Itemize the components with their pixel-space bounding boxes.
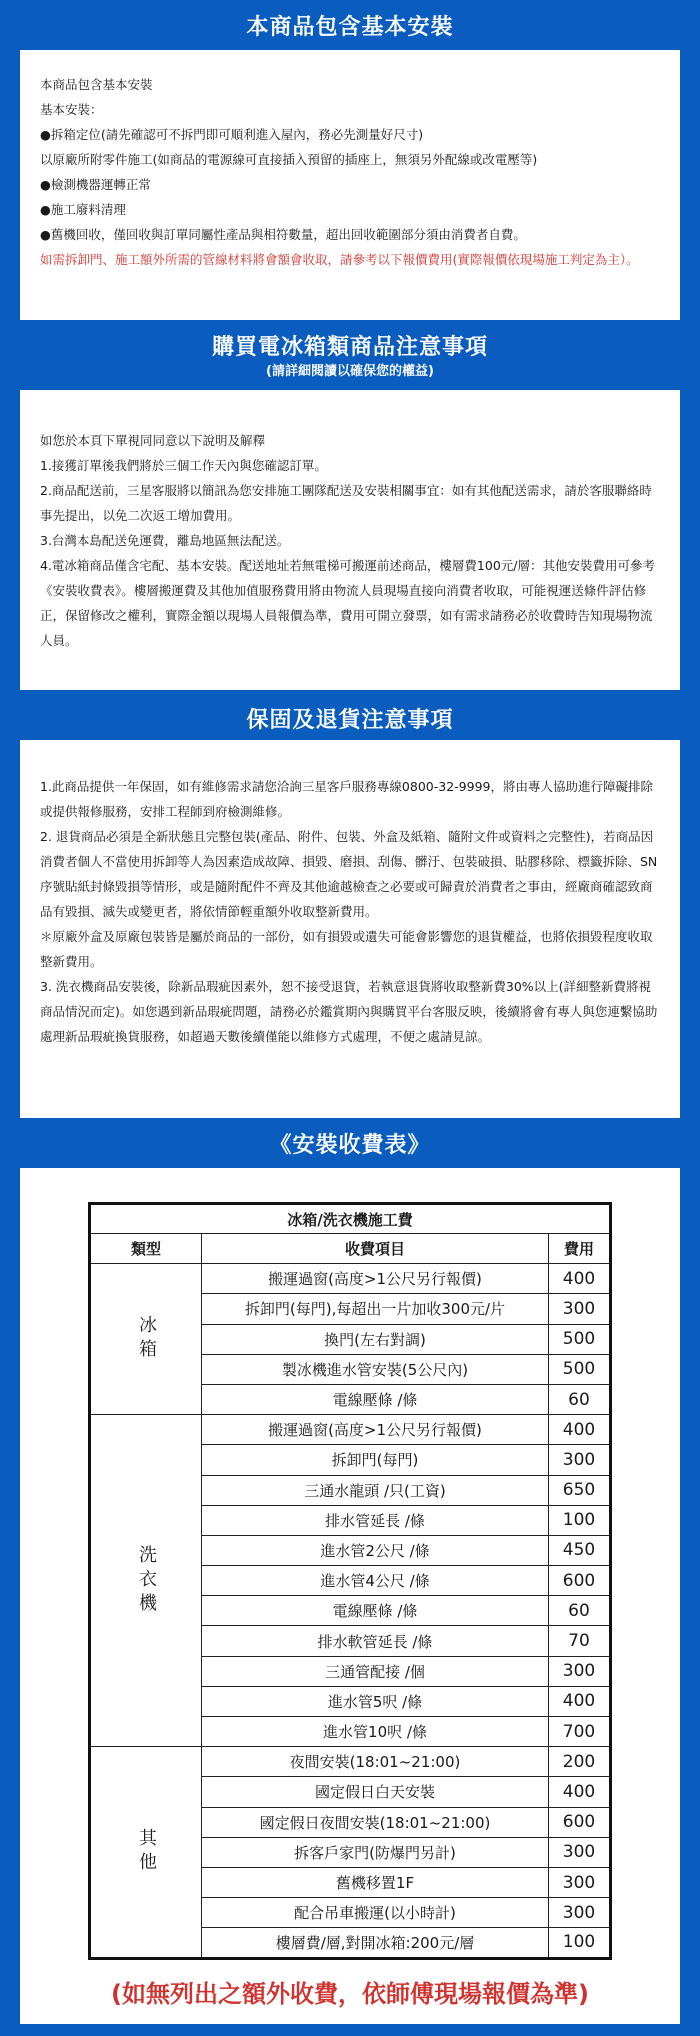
basic-install-line: 基本安裝：: [40, 102, 103, 117]
fee-item-cell: 三通管配接 /個: [202, 1656, 549, 1686]
fee-price-cell: 300: [549, 1294, 611, 1324]
fee-item-cell: 進水管2公尺 /條: [202, 1535, 549, 1565]
fee-item-cell: 電線壓條 /條: [202, 1384, 549, 1414]
basic-install-red-note: 如需拆卸門、施工額外所需的管線材料將會額會收取，請參考以下報價費用(實際報價依現場施工判定為主）。: [40, 252, 639, 267]
fee-item-cell: 配合吊車搬運(以小時計): [202, 1898, 549, 1928]
fridge-notice-line: 如您於本頁下單視同同意以下說明及解釋: [40, 433, 266, 448]
basic-install-line: 本商品包含基本安裝: [40, 77, 153, 92]
fee-table-row: [90, 1415, 611, 1445]
fee-item-cell: 夜間安裝(18:01~21:00): [202, 1747, 549, 1777]
fridge-notice-line: 4.電冰箱商品僅含宅配、基本安裝。配送地址若無電梯可搬運前述商品，樓層費100元/層：其他安裝費用可參考《安裝收費表》。樓層搬運費及其他加值服務費用將由物流人員現場直接向消費者收取，可能視運送條件評估修正，保留修改之權利，實際金額以現場人員報價為準，費用可開立發票，如有需求請務必於收費時告知現場物流人員。: [40, 558, 655, 648]
warranty-panel: [20, 740, 680, 1118]
fridge-notice-line: 2.商品配送前，三星客服將以簡訊為您安排施工團隊配送及安裝相關事宜：如有其他配送需求，請於客服聯絡時事先提出，以免二次返工增加費用。: [40, 483, 652, 523]
fee-price-cell: 300: [549, 1867, 611, 1897]
fee-item-cell: 進水管5呎 /條: [202, 1686, 549, 1716]
fee-table-row: [90, 1747, 611, 1777]
fee-price-cell: 60: [549, 1596, 611, 1626]
fee-price-cell: 70: [549, 1626, 611, 1656]
fee-table: [88, 1202, 612, 1960]
fee-item-cell: 電線壓條 /條: [202, 1596, 549, 1626]
fee-price-cell: 400: [549, 1686, 611, 1716]
fee-table-title: 《安裝收費表》: [269, 1133, 431, 1158]
fee-item-cell: 國定假日夜間安裝(18:01~21:00): [202, 1807, 549, 1837]
fee-item-cell: 換門(左右對調): [202, 1324, 549, 1354]
fee-price-cell: 500: [549, 1324, 611, 1354]
basic-install-line: ●舊機回收，僅回收與訂單同屬性產品與相符數量，超出回收範圍部分須由消費者自費。: [40, 227, 526, 242]
warranty-title: 保固及退貨注意事項: [246, 708, 454, 733]
fee-price-cell: 60: [549, 1384, 611, 1414]
fee-item-cell: 搬運過窗(高度>1公尺另行報價): [202, 1264, 549, 1294]
fridge-notice-line: 1.接獲訂單後我們將於三個工作天內與您確認訂單。: [40, 458, 327, 473]
fee-price-cell: 400: [549, 1777, 611, 1807]
fee-item-cell: 三通水龍頭 /只(工資): [202, 1475, 549, 1505]
basic-install-panel: [20, 50, 680, 320]
basic-install-title: 本商品包含基本安裝: [246, 15, 454, 40]
fee-item-cell: 排水管延長 /條: [202, 1505, 549, 1535]
fridge-notice-panel: [20, 390, 680, 690]
fee-price-cell: 400: [549, 1415, 611, 1445]
header-price: 費用: [549, 1234, 611, 1264]
fee-category-cell: 洗衣機: [90, 1415, 202, 1747]
fee-price-cell: 300: [549, 1445, 611, 1475]
header-category: 類型: [90, 1234, 202, 1264]
fee-price-cell: 400: [549, 1264, 611, 1294]
fridge-notice-subtitle: (請詳細閱讀以確保您的權益): [266, 364, 434, 379]
fee-item-cell: 製冰機進水管安裝(5公尺內): [202, 1354, 549, 1384]
fee-item-cell: 國定假日白天安裝: [202, 1777, 549, 1807]
fee-price-cell: 100: [549, 1505, 611, 1535]
fee-price-cell: 300: [549, 1837, 611, 1867]
fee-price-cell: 600: [549, 1566, 611, 1596]
fee-item-cell: 搬運過窗(高度>1公尺另行報價): [202, 1415, 549, 1445]
warranty-line: 1.此商品提供一年保固，如有維修需求請您洽詢三星客戶服務專線0800-32-9999，將由專人協助進行障礙排除或提供報修服務，安排工程師到府檢測維修。: [40, 779, 653, 819]
fee-item-cell: 拆卸門(每門),每超出一片加收300元/片: [202, 1294, 549, 1324]
fee-price-cell: 100: [549, 1928, 611, 1958]
fee-price-cell: 500: [549, 1354, 611, 1384]
fee-item-cell: 進水管4公尺 /條: [202, 1566, 549, 1596]
fee-item-cell: 排水軟管延長 /條: [202, 1626, 549, 1656]
warranty-line: 2. 退貨商品必須是全新狀態且完整包裝(產品、附件、包裝、外盒及紙箱、隨附文件或資料之完整性)，若商品因消費者個人不當使用拆卸等人為因素造成故障、損毀、磨損、刮傷、髒汙、包裝破損、貼膠移除、標籤拆除、SN序號貼紙封條毀損等情形，或是隨附配件不齊及其他逾越檢查之必要或可歸責於消費者之事由，經廠商確認致商品有毀損、滅失或變更者，將依情節輕重額外收取整新費用。: [40, 829, 658, 919]
fee-category-cell: 冰箱: [90, 1264, 202, 1415]
basic-install-line: ●拆箱定位(請先確認可不拆門即可順利進入屋內，務必先測量好尺寸): [40, 127, 424, 142]
fee-price-cell: 700: [549, 1717, 611, 1747]
fee-category-cell: 其他: [90, 1747, 202, 1958]
fee-item-cell: 拆客戶家門(防爆門另計): [202, 1837, 549, 1867]
header-item: 收費項目: [202, 1234, 549, 1264]
fridge-notice-title: 購買電冰箱類商品注意事項: [211, 335, 488, 360]
fee-price-cell: 450: [549, 1535, 611, 1565]
fee-table-caption: 冰箱/洗衣機施工費: [90, 1204, 611, 1234]
fee-price-cell: 600: [549, 1807, 611, 1837]
fee-price-cell: 200: [549, 1747, 611, 1777]
fee-table-header-row: [90, 1234, 611, 1264]
fridge-notice-line: 3.台灣本島配送免運費，離島地區無法配送。: [40, 533, 290, 548]
basic-install-line: ●檢測機器運轉正常: [40, 177, 151, 192]
fee-table-footnote: (如無列出之額外收費，依師傅現場報價為準): [111, 1980, 589, 2008]
fee-table-panel: [20, 1168, 680, 2024]
fee-price-cell: 300: [549, 1656, 611, 1686]
basic-install-line: ●施工廢料清理: [40, 202, 126, 217]
fee-item-cell: 進水管10呎 /條: [202, 1717, 549, 1747]
warranty-line: ＊原廠外盒及原廠包裝皆是屬於商品的一部份，如有損毀或遺失可能會影響您的退貨權益，也將依損毀程度收取整新費用。: [40, 929, 653, 969]
fee-item-cell: 舊機移置1F: [202, 1867, 549, 1897]
warranty-line: 3. 洗衣機商品安裝後，除新品瑕疵因素外，恕不接受退貨，若執意退貨將收取整新費30%以上(詳細整新費將視商品情況而定)。如您遇到新品瑕疵問題，請務必於鑑賞期內與購買平台客服反映，後續將會有專人與您連繫協助處理新品瑕疵換貨服務，如超過天數後續僅能以維修方式處理，不便之處請見諒。: [40, 979, 658, 1044]
fee-item-cell: 拆卸門(每門): [202, 1445, 549, 1475]
basic-install-line: 以原廠所附零件施工(如商品的電源線可直接插入預留的插座上，無須另外配線或改電壓等): [40, 152, 538, 167]
fee-price-cell: 650: [549, 1475, 611, 1505]
fee-item-cell: 樓層費/層,對開冰箱:200元/層: [202, 1928, 549, 1958]
fee-table-row: [90, 1264, 611, 1294]
fee-price-cell: 300: [549, 1898, 611, 1928]
